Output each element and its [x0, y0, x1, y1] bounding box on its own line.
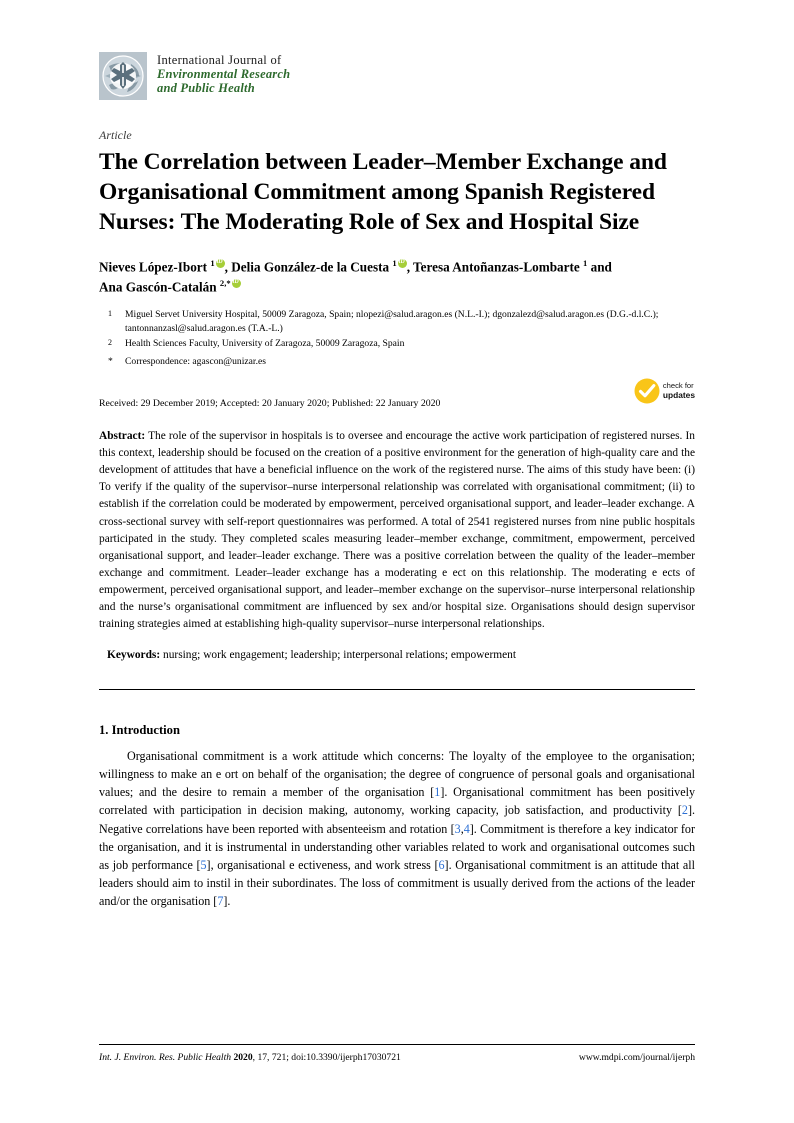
keywords-text: nursing; work engagement; leadership; interpersonal relations; empowerment: [160, 648, 517, 661]
author-name-4: Ana Gascón-Catalán: [99, 279, 220, 295]
author-conjunction: and: [587, 258, 612, 274]
footer-url[interactable]: www.mdpi.com/journal/ijerph: [578, 1052, 695, 1063]
journal-masthead: [99, 52, 695, 108]
journal-name-line1: International Journal of: [157, 53, 282, 67]
author-affil-marker-4: 2,*: [219, 277, 231, 288]
footer-journal-name: Int. J. Environ. Res. Public Health: [99, 1052, 232, 1063]
author-affil-marker-1: 1: [210, 257, 215, 268]
affiliation-marker-text: *: [108, 355, 113, 367]
affiliation-text: Miguel Servet University Hospital, 50009 Zaragoza, Spain; nlopezi@salud.aragon.es (N.L.-I.); dgonzalezd@salud.aragon.es (D.G.-d.l.C.); tantonnanzasl@salud.aragon.es (T.A.-L.): [125, 308, 659, 335]
keywords-block: [99, 647, 695, 664]
citation-link[interactable]: 2: [681, 803, 688, 818]
author-affil-marker-2: 1: [392, 257, 397, 268]
correspondence-text: Correspondence: agascon@unizar.es: [125, 355, 266, 367]
footer-row: [99, 1052, 695, 1063]
footer-doi: , 17, 721; doi:10.3390/ijerph17030721: [252, 1052, 401, 1063]
author-name-1: Nieves López-Ibort: [99, 258, 211, 274]
introduction-paragraph: [99, 747, 695, 910]
abstract-text: The role of the supervisor in hospitals is to oversee and encourage the active work participation of registered nurses. In this context, leadership should be focused on the creation of a positive environment for the generation of high-quality care and the development of attitudes that have a beneficial influence on the work of the registered nurse. The aims of this study have been: (i) To verify if the quality of the supervisor–nurse interpersonal relationship was correlated with organisational commitment; (ii) to establish if the correlation could be moderated by empowerment, perceived organisational support, and leader–leader exchange. A cross-sectional survey with self-report questionnaires was performed. A total of 2541 registered nurses from nine public hospitals participated in the study. They completed scales measuring leader–member exchange, commitment, empowerment, perceived organisational support, and leader–leader exchange. There was a positive correlation between the quality of the leader–member exchange and commitment. Leader–leader exchange has a moderating e ect on this relationship. The moderating e ects of empowerment, perceived organisational support, and leader–member exchange on the supervisor–nurse interpersonal relationship and the nurse’s organisational commitment are influenced by sex and/or hospital size. Organisations should design supervisor training strategies aimed at establishing high-quality supervisor–nurse interpersonal relationships.: [99, 430, 695, 630]
affiliation-row: [99, 308, 695, 337]
citation-link[interactable]: 6: [438, 857, 445, 872]
affiliation-marker: [99, 337, 125, 355]
journal-name-line3: and Public Health: [157, 81, 255, 95]
orcid-id-icon[interactable]: [216, 259, 225, 268]
section-heading-introduction: 1. Introduction: [99, 722, 180, 737]
author-sep-2: , Teresa Antoñanzas-Lombarte: [406, 258, 584, 274]
affiliation-row: [99, 355, 695, 370]
affiliation-text: Health Sciences Faculty, University of Zaragoza, 50009 Zaragoza, Spain: [125, 337, 405, 349]
citation-link[interactable]: 7: [217, 894, 224, 909]
abstract-block: [99, 428, 695, 633]
footer-divider: [99, 1044, 695, 1045]
paragraph-text: ].: [223, 894, 231, 909]
paragraph-text: ], organisational e ectiveness, and work stress [: [206, 857, 439, 872]
dates-and-badge-row: [99, 381, 695, 420]
check-for-updates-badge[interactable]: [634, 378, 695, 404]
author-sep-1: , Delia González-de la Cuesta: [224, 258, 393, 274]
page-title: The Correlation between Leader–Member Exchange and Organisational Commitment among Spanish Registered Nurses: The Moderating Role of Sex and Hospital Size: [99, 149, 667, 235]
page-footer: [99, 1044, 695, 1063]
paragraph-text: ]. Organisational commitment is an attitude that all leaders should aim to instil in their subordinates. The loss of commitment is usually derived from the actions of the leader and/or the organisation [: [99, 857, 695, 909]
paragraph-text: ]. Negative correlations have been reported with absenteeism and rotation [: [99, 803, 695, 836]
check-circle-icon: [634, 378, 660, 404]
affiliation-marker-text: 1: [108, 308, 112, 318]
author-list: [99, 257, 695, 297]
affiliation-list: [99, 308, 695, 370]
check-updates-line1: check for: [662, 381, 694, 391]
affiliation-row: [99, 337, 695, 355]
keywords-label: Keywords:: [107, 648, 161, 661]
affiliation-marker-text: 2: [108, 337, 112, 347]
paragraph-text: ]. Commitment is therefore a key indicator for the organisation, and it is instrumental in understanding other variables related to work and organisational outcomes such as job performance [: [99, 821, 696, 872]
paragraph-text: Organisational commitment is a work attitude which concerns: The loyalty of the employee to the organisation; willingness to make an e ort on behalf of the organisation; the degree of congruence of personal goals and organisational values; and the desire to remain a member of the organisation [: [99, 748, 695, 800]
footer-year: 2020: [231, 1052, 253, 1063]
orcid-id-icon[interactable]: [398, 259, 407, 268]
footer-citation: [99, 1052, 401, 1063]
orcid-id-icon[interactable]: [232, 279, 241, 288]
globe-medical-logo-icon: [99, 52, 147, 100]
publication-dates: Received: 29 December 2019; Accepted: 20 January 2020; Published: 22 January 2020: [99, 398, 441, 410]
article-type-label: Article: [99, 128, 132, 142]
page-content: [99, 0, 695, 910]
citation-link[interactable]: 5: [200, 857, 207, 872]
affiliation-marker: [99, 308, 125, 337]
affiliation-marker: [99, 355, 125, 370]
citation-link[interactable]: 4: [463, 821, 470, 836]
abstract-label: Abstract:: [99, 430, 146, 443]
citation-link[interactable]: 3: [454, 821, 461, 836]
citation-link[interactable]: 1: [434, 785, 441, 800]
abstract-divider: [99, 689, 695, 690]
check-for-updates-label: [663, 382, 695, 400]
paragraph-text: ,: [460, 821, 464, 836]
journal-name-line2: Environmental Research: [157, 67, 291, 81]
paragraph-text: ]. Organisational commitment has been positively correlated with participation in decision making, autonomy, working capacity, job satisfaction, and productivity [: [99, 785, 695, 818]
check-updates-line2: updates: [662, 389, 695, 400]
author-affil-marker-3: 1: [583, 257, 588, 268]
journal-title-block: [157, 52, 290, 95]
